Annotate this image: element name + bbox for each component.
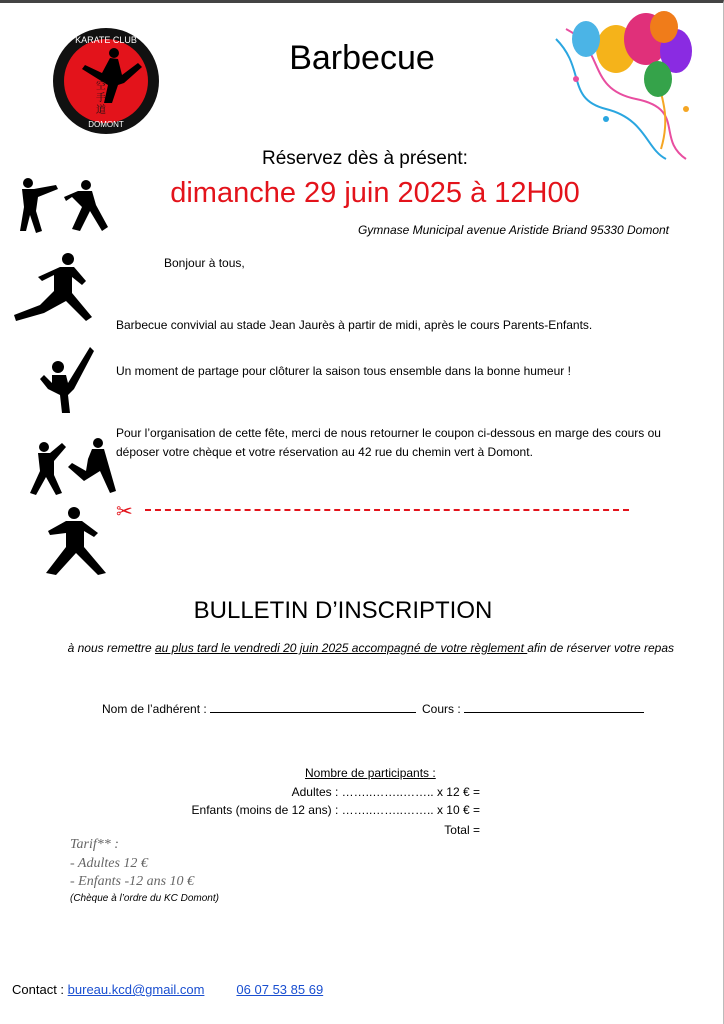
tarif-children: - Enfants -12 ans 10 € (70, 874, 195, 889)
letter-paragraph-1: Barbecue convivial au stade Jean Jaurès à partir de midi, après le cours Parents-Enfants. (116, 318, 593, 332)
member-name-label: Nom de l’adhérent : (102, 702, 207, 716)
member-name-field[interactable] (210, 703, 416, 713)
cheque-note: (Chèque à l’ordre du KC Domont) (70, 893, 219, 904)
total-line: Total = (444, 823, 480, 837)
contact-row (12, 982, 323, 997)
contact-phone-link[interactable]: 06 07 53 85 69 (236, 982, 324, 997)
svg-text:手: 手 (96, 93, 106, 104)
event-venue: Gymnase Municipal avenue Aristide Briand 95330 Domont (357, 223, 669, 237)
karate-kick-silhouette-icon (38, 343, 94, 413)
tarif-title: Tarif** : (70, 837, 119, 852)
balloons-decoration-icon (546, 9, 696, 161)
participants-title: Nombre de participants : (305, 766, 436, 780)
adults-line: Adultes : ……..……..…….. x 12 € = (291, 785, 480, 799)
bulletin-note-start: à nous remettre (67, 641, 155, 655)
reserve-label: Réservez dès à présent: (262, 148, 468, 169)
bulletin-note-end: afin de réserver votre repas (527, 641, 674, 655)
member-name-row (102, 702, 416, 716)
logo-subtext: DOMONT (88, 120, 124, 129)
bulletin-title: BULLETIN D’INSCRIPTION (193, 597, 493, 624)
bulletin-note (34, 639, 674, 658)
letter-paragraph-2: Un moment de partage pour clôturer la saison tous ensemble dans la bonne humeur ! (116, 364, 571, 378)
karate-pair-silhouette-icon (16, 175, 112, 235)
children-line: Enfants (moins de 12 ans) : ……..……..…….. x 10 € = (191, 803, 480, 817)
course-label: Cours : (422, 702, 461, 716)
bulletin-note-deadline: au plus tard le vendredi 20 juin 2025 accompagné de votre règlement (155, 641, 528, 655)
course-row (422, 702, 644, 716)
contact-label: Contact : (12, 982, 65, 997)
letter-paragraph-3: Pour l’organisation de cette fête, merci de nous retourner le coupon ci-dessous en marge des cours ou déposer votre chèque et votre réservation au 42 rue du chemin vert à Domont. (116, 426, 661, 459)
scissors-icon: ✂ (116, 501, 133, 523)
page-title: Barbecue (289, 39, 435, 77)
event-date: dimanche 29 juin 2025 à 12H00 (170, 177, 580, 209)
karate-sparring-silhouette-icon (28, 431, 118, 497)
contact-email-link[interactable]: bureau.kcd@gmail.com (67, 982, 205, 997)
logo-text: KARATE CLUB (75, 35, 137, 45)
karate-stance-silhouette-icon (14, 251, 94, 323)
cut-line (145, 509, 629, 511)
course-field[interactable] (464, 703, 644, 713)
svg-text:道: 道 (96, 105, 106, 116)
letter-greeting: Bonjour à tous, (164, 256, 245, 270)
tarif-adults: - Adultes 12 € (70, 856, 148, 871)
karate-guard-silhouette-icon (40, 505, 110, 577)
svg-text:空: 空 (96, 81, 106, 92)
